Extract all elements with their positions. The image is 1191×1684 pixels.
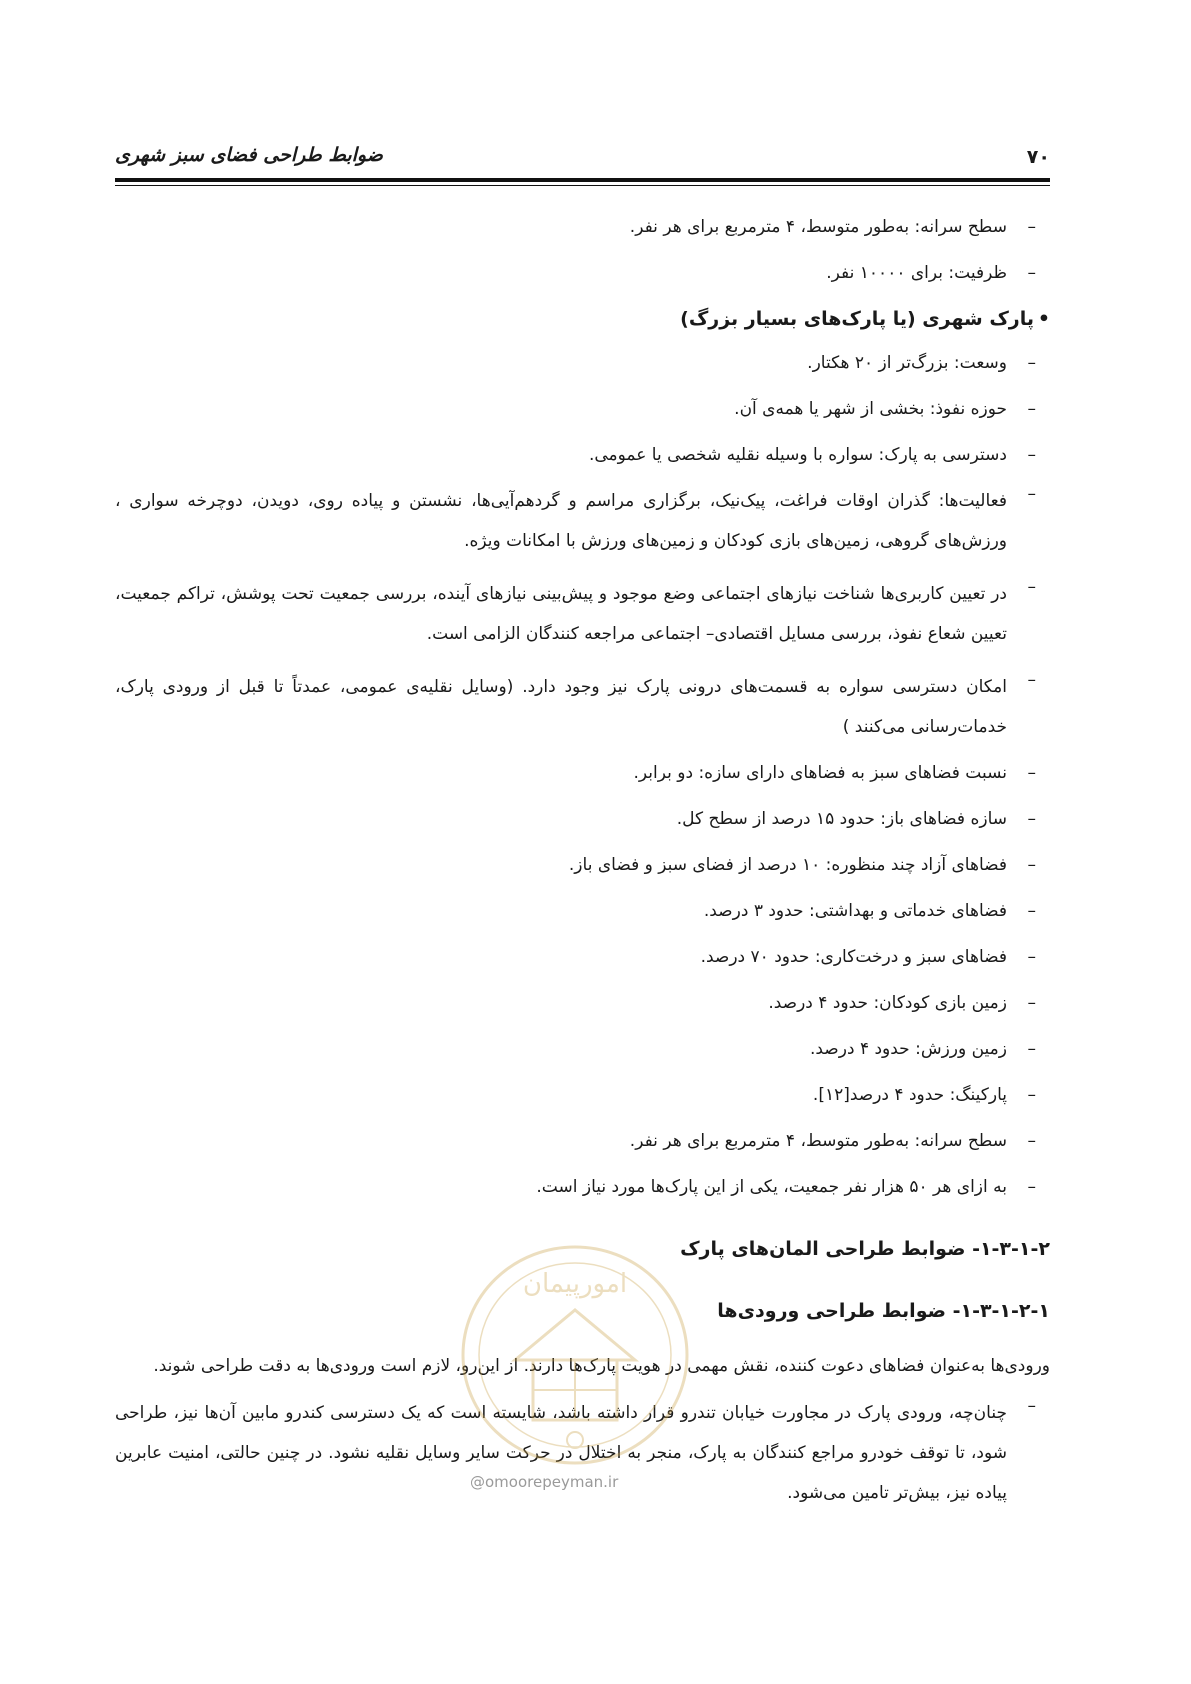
list-item (115, 1174, 1050, 1200)
list-item-text: زمین ورزش: حدود ۴ درصد. (809, 1039, 1007, 1059)
dash-marker: – (1027, 993, 1036, 1013)
header-rule-thin (115, 185, 1050, 186)
list-item-text: به ازای هر ۵۰ هزار نفر جمعیت، یکی از این پارک‌ها مورد نیاز است. (536, 1177, 1007, 1197)
bullet-icon: • (1037, 308, 1050, 330)
dash-marker: – (1027, 855, 1036, 875)
list-item-text: چنان‌چه، ورودی پارک در مجاورت خیابان تندرو قرار داشته باشد، شایسته است که یک دسترسی کندرو مابین آن‌ها نیز، طراحی شود، تا توقف خودرو مراجع کنندگان به پارک، منجر به اختلال در حرکت سایر وسایل نقلیه نشود. در چنین حالتی، امنیت عابرین پیاده نیز، بیش‌تر تامین می‌شود. (115, 1403, 1007, 1503)
list-item-text: وسعت: بزرگ‌تر از ۲۰ هکتار. (807, 353, 1007, 373)
list-item-text: سازه فضاهای باز: حدود ۱۵ درصد از سطح کل. (676, 809, 1007, 829)
dash-marker: – (1027, 484, 1036, 504)
watermark-logo-text: امورپیمان (522, 1269, 628, 1299)
list-item (115, 350, 1050, 376)
dash-marker: – (1027, 1131, 1036, 1151)
watermark-logo (455, 1240, 695, 1470)
list-item (115, 481, 1050, 561)
list-item (115, 442, 1050, 468)
list-item-text: فضاهای آزاد چند منظوره: ۱۰ درصد از فضای سبز و فضای باز. (568, 855, 1007, 875)
list-item-text: امکان دسترسی سواره به قسمت‌های درونی پارک نیز وجود دارد. (وسایل نقلیه‌ی عمومی، عمدتاً تا قبل از ورودی پارک، خدمات‌رسانی می‌کنند ) (115, 677, 1007, 737)
list-item-text: سطح سرانه: به‌طور متوسط، ۴ مترمربع برای هر نفر. (629, 217, 1007, 237)
dash-marker: – (1027, 763, 1036, 783)
section-heading: ۱-۳-۱-۲- ضوابط طراحی المان‌های پارک (680, 1238, 1050, 1260)
list-item (115, 806, 1050, 832)
dash-marker: – (1027, 1396, 1036, 1416)
list-item (115, 1128, 1050, 1154)
list-item-text: فعالیت‌ها: گذران اوقات فراغت، پیک‌نیک، برگزاری مراسم و گردهم‌آیی‌ها، نشستن و پیاده روی، دویدن، دوچرخه سواری ، ورزش‌های گروهی، زمین‌های بازی کودکان و زمین‌های ورزش با امکانات ویژه. (115, 491, 1007, 551)
running-title: ضوابط طراحی فضای سبز شهری (115, 144, 383, 166)
header-rule-thick (115, 178, 1050, 182)
list-item-text: دسترسی به پارک: سواره با وسیله نقلیه شخصی یا عمومی. (588, 445, 1007, 465)
list-item-text: فضاهای خدماتی و بهداشتی: حدود ۳ درصد. (703, 901, 1007, 921)
list-item (115, 990, 1050, 1016)
body-paragraph: ورودی‌ها به‌عنوان فضاهای دعوت کننده، نقش مهمی در هویت پارک‌ها دارند. از این‌رو، لازم است ورودی‌ها به دقت طراحی شوند. (153, 1356, 1050, 1376)
dash-marker: – (1027, 1085, 1036, 1105)
dash-marker: – (1027, 577, 1036, 597)
list-item-text: فضاهای سبز و درخت‌کاری: حدود ۷۰ درصد. (700, 947, 1007, 967)
list-item (115, 898, 1050, 924)
list-item-text: سطح سرانه: به‌طور متوسط، ۴ مترمربع برای هر نفر. (629, 1131, 1007, 1151)
watermark-url: @omoorepeyman.ir (470, 1473, 619, 1491)
dash-marker: – (1027, 947, 1036, 967)
list-item-text: پارکینگ: حدود ۴ درصد[۱۲]. (812, 1085, 1007, 1105)
page-header (115, 140, 1050, 174)
page-number: ۷۰ (1026, 146, 1050, 168)
list-item (115, 667, 1050, 747)
list-item (115, 396, 1050, 422)
list-item-text: ظرفیت: برای ۱۰۰۰۰ نفر. (826, 263, 1007, 283)
list-item (115, 260, 1050, 286)
list-item (115, 1082, 1050, 1108)
dash-marker: – (1027, 670, 1036, 690)
dash-marker: – (1027, 399, 1036, 419)
dash-marker: – (1027, 445, 1036, 465)
list-item-text: در تعیین کاربری‌ها شناخت نیازهای اجتماعی وضع موجود و پیش‌بینی نیازهای آینده، بررسی جمعیت تحت پوشش، تراکم جمعیت، تعیین شعاع نفوذ، بررسی مسایل اقتصادی– اجتماعی مراجعه کنندگان الزامی است. (115, 584, 1007, 644)
dash-marker: – (1027, 353, 1036, 373)
city-park-heading (115, 306, 1050, 332)
list-item (115, 214, 1050, 240)
list-item-text: زمین بازی کودکان: حدود ۴ درصد. (768, 993, 1007, 1013)
dash-marker: – (1027, 1177, 1036, 1197)
subsection-heading: ۱-۳-۱-۲-۱- ضوابط طراحی ورودی‌ها (717, 1300, 1050, 1322)
list-item-text: نسبت فضاهای سبز به فضاهای دارای سازه: دو برابر. (633, 763, 1007, 783)
city-park-heading-text: پارک شهری (یا پارک‌های بسیار بزرگ) (680, 308, 1034, 330)
list-item (115, 852, 1050, 878)
list-item-text: حوزه نفوذ: بخشی از شهر یا همه‌ی آن. (734, 399, 1007, 419)
list-item (115, 1036, 1050, 1062)
dash-marker: – (1027, 217, 1036, 237)
list-item (115, 574, 1050, 654)
dash-marker: – (1027, 1039, 1036, 1059)
dash-marker: – (1027, 263, 1036, 283)
list-item (115, 760, 1050, 786)
dash-marker: – (1027, 809, 1036, 829)
list-item (115, 944, 1050, 970)
dash-marker: – (1027, 901, 1036, 921)
